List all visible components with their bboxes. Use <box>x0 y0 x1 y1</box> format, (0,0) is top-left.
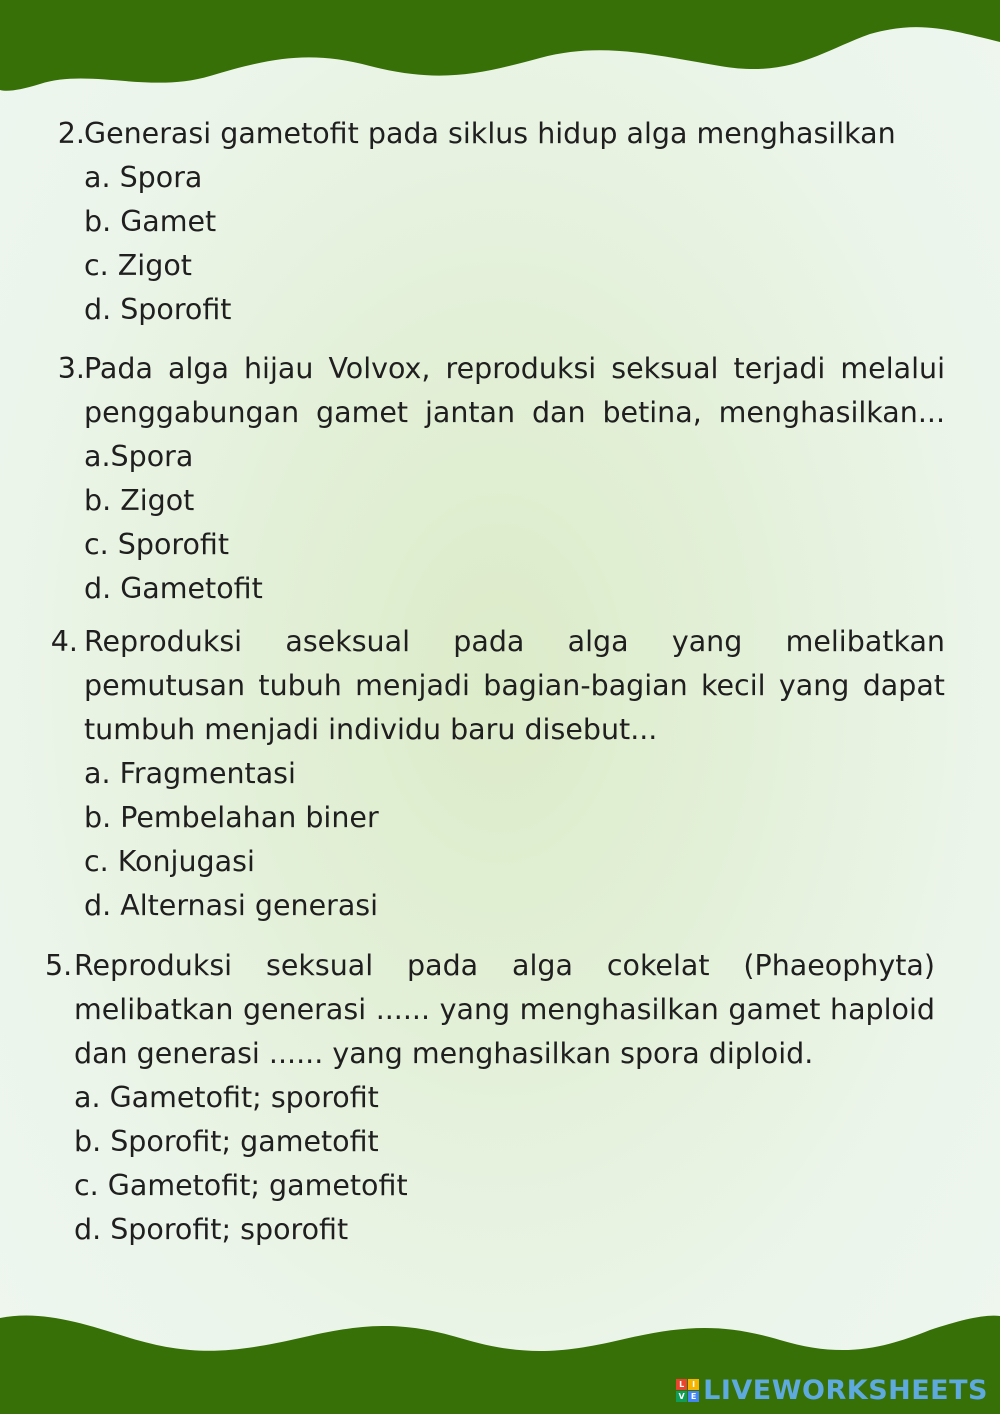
top-wave-shape <box>0 0 1000 91</box>
answer-option-b[interactable]: b. Zigot <box>84 484 195 517</box>
answer-option-b[interactable]: b. Pembelahan biner <box>84 801 379 834</box>
logo-tile: V <box>676 1391 687 1402</box>
question-number: 2. <box>57 117 85 150</box>
answer-option-a[interactable]: a.Spora <box>84 440 194 473</box>
answer-option-d[interactable]: d. Sporofit; sporofit <box>74 1213 349 1246</box>
question-stem-line: Reproduksi seksual pada alga cokelat (Phaeophyta) <box>74 949 935 982</box>
answer-option-c[interactable]: c. Konjugasi <box>84 845 255 878</box>
question-stem-line: pemutusan tubuh menjadi bagian-bagian kecil yang dapat <box>84 669 945 702</box>
answer-option-d[interactable]: d. Sporofit <box>84 293 232 326</box>
question-number: 5. <box>45 949 73 982</box>
answer-option-b[interactable]: b. Gamet <box>84 205 217 238</box>
liveworksheets-logo <box>676 1375 988 1406</box>
question-3 <box>55 347 945 611</box>
question-number: 3. <box>57 352 85 385</box>
answer-option-a[interactable]: a. Gametofit; sporofit <box>74 1081 379 1114</box>
question-stem-line: dan generasi ...... yang menghasilkan spora diploid. <box>74 1037 814 1070</box>
answer-option-d[interactable]: d. Gametofit <box>84 572 263 605</box>
logo-tile: I <box>688 1379 699 1390</box>
question-stem-line: Generasi gametofit pada siklus hidup alga menghasilkan <box>84 117 896 150</box>
question-stem-line: tumbuh menjadi individu baru disebut... <box>84 713 658 746</box>
liveworksheets-logo-text: LIVEWORKSHEETS <box>703 1375 988 1406</box>
question-2 <box>55 112 945 332</box>
question-5 <box>45 944 935 1252</box>
top-wave-banner <box>0 0 1000 100</box>
question-number: 4. <box>50 625 78 658</box>
answer-option-c[interactable]: c. Zigot <box>84 249 192 282</box>
question-stem-line: Reproduksi aseksual pada alga yang melibatkan <box>84 625 945 658</box>
liveworksheets-logo-icon <box>676 1379 699 1402</box>
question-4 <box>48 620 945 928</box>
answer-option-d[interactable]: d. Alternasi generasi <box>84 889 379 922</box>
question-stem-line: Pada alga hijau Volvox, reproduksi seksual terjadi melalui <box>84 352 945 385</box>
answer-option-a[interactable]: a. Spora <box>84 161 203 194</box>
answer-option-c[interactable]: c. Sporofit <box>84 528 230 561</box>
logo-tile: E <box>688 1391 699 1402</box>
question-stem-line: melibatkan generasi ...... yang menghasilkan gamet haploid <box>74 993 935 1026</box>
answer-option-c[interactable]: c. Gametofit; gametofit <box>74 1169 408 1202</box>
answer-option-b[interactable]: b. Sporofit; gametofit <box>74 1125 379 1158</box>
answer-option-a[interactable]: a. Fragmentasi <box>84 757 296 790</box>
logo-tile: L <box>676 1379 687 1390</box>
question-stem-line: penggabungan gamet jantan dan betina, menghasilkan... <box>84 396 945 429</box>
